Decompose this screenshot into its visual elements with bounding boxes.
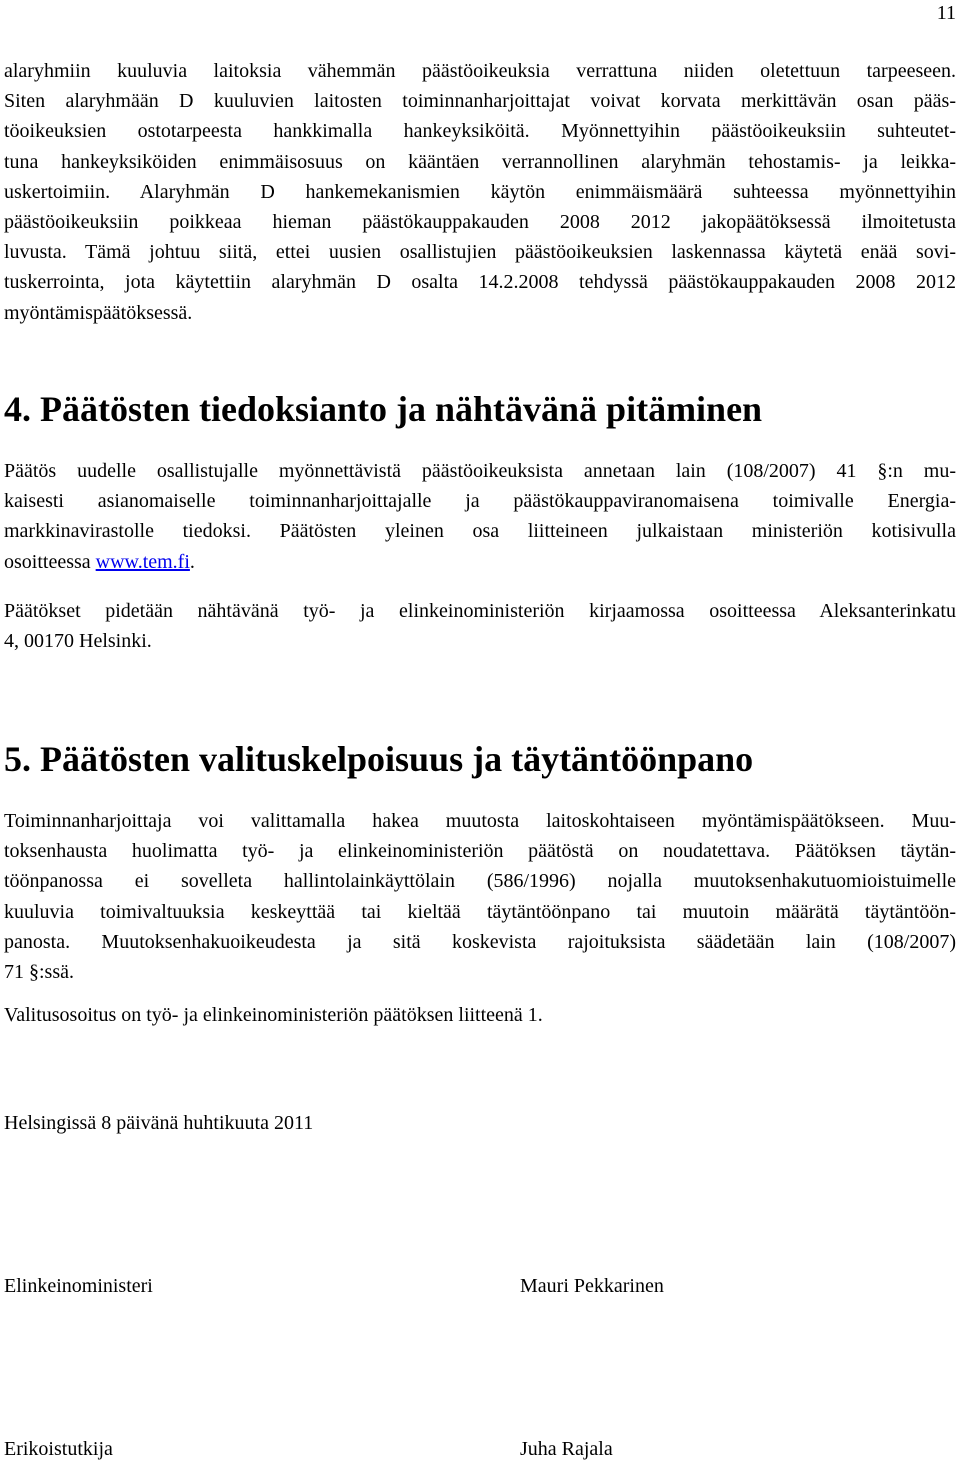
text-line: tuna hankeyksiköiden enimmäisosuus on kääntäen verrannollinen alaryhmän tehostamis- ja leikka-: [4, 150, 956, 173]
section-4-paragraph-2: [4, 596, 956, 656]
text-line: kuuluvia toimivaltuuksia keskeyttää tai kieltää täytäntöönpano tai muutoin määrätä täytäntöön-: [4, 900, 956, 923]
text-line: Toiminnanharjoittaja voi valittamalla hakea muutosta laitoskohtaiseen myöntämispäätökseen. Muu-: [4, 810, 956, 832]
text-line: toksenhausta huolimatta työ- ja elinkeinoministeriön päätöstä on noudatettava. Päätöksen täytän-: [4, 840, 956, 863]
address-suffix: .: [189, 550, 195, 573]
intro-paragraph: [4, 56, 956, 328]
text-line: Siten alaryhmään D kuuluvien laitosten toiminnanharjoittajat voivat korvata merkittävän osan pääs-: [4, 90, 956, 113]
text-line: kaisesti asianomaiselle toiminnanharjoittajalle ja päästökauppaviranomaisena toimivalle Energia-: [4, 490, 956, 513]
page-number: 11: [936, 2, 956, 24]
section-4-paragraph-1: [4, 456, 956, 577]
address-prefix: osoitteessa: [4, 550, 96, 573]
text-line: [4, 547, 956, 577]
place-and-date: [4, 1108, 956, 1138]
text-line: 4, 00170 Helsinki.: [4, 630, 152, 653]
text-line: töoikeuksien ostotarpeesta hankkimalla hankeyksiköitä. Myönnettyihin päästöoikeuksiin suhteutet-: [4, 120, 956, 143]
signatory-name-1: Mauri Pekkarinen: [520, 1275, 664, 1297]
text-line: myöntämispäätöksessä.: [4, 301, 193, 324]
text-line: Päätökset pidetään nähtävänä työ- ja elinkeinoministeriön kirjaamossa osoitteessa Aleksanterinkatu: [4, 600, 956, 622]
signatory-name-2: Juha Rajala: [520, 1438, 613, 1460]
text-line: markkinavirastolle tiedoksi. Päätösten yleinen osa liitteineen julkaistaan ministeriön kotisivulla: [4, 520, 956, 543]
text-line: alaryhmiin kuuluvia laitoksia vähemmän päästöoikeuksia verrattuna niiden oletettuun tarpeeseen.: [4, 60, 956, 82]
text-line: uskertoimiin. Alaryhmän D hankemekanismien käytön enimmäismäärä suhteessa myönnettyihin: [4, 180, 956, 203]
text-line: luvusta. Tämä johtuu siitä, ettei uusien osallistujien päästöoikeuksien laskennassa käytetä enää sovi-: [4, 241, 956, 264]
signatory-title-1: Elinkeinoministeri: [4, 1275, 153, 1297]
text-line: päästöoikeuksiin poikkeaa hieman päästökauppakauden 2008 2012 jakopäätöksessä ilmoitetusta: [4, 211, 956, 234]
text-line: tuskerrointa, jota käytettiin alaryhmän D osalta 14.2.2008 tehdyssä päästökauppakauden 2008 2012: [4, 271, 956, 294]
text-line: 71 §:ssä.: [4, 961, 74, 984]
section-5-heading: 5. Päätösten valituskelpoisuus ja täytäntöönpano: [4, 739, 754, 779]
text-line: Helsingissä 8 päivänä huhtikuuta 2011: [4, 1112, 314, 1134]
section-5-paragraph-2: [4, 1000, 956, 1030]
section-5-paragraph-1: [4, 806, 956, 987]
section-4-heading: 4. Päätösten tiedoksianto ja nähtävänä pitäminen: [4, 389, 763, 429]
text-line: töönpanossa ei sovelleta hallintolainkäyttölain (586/1996) nojalla muutoksenhakutuomioistuimelle: [4, 870, 956, 893]
signatory-title-2: Erikoistutkija: [4, 1438, 113, 1460]
text-line: panosta. Muutoksenhakuoikeudesta ja sitä koskevista rajoituksista säädetään lain (108/2007): [4, 930, 956, 953]
text-line: Päätös uudelle osallistujalle myönnettävistä päästöoikeuksista annetaan lain (108/2007) 41 §:n mu-: [4, 460, 956, 482]
ministry-website-link[interactable]: www.tem.fi: [95, 550, 190, 573]
text-line: Valitusosoitus on työ- ja elinkeinoministeriön päätöksen liitteenä 1.: [4, 1004, 543, 1026]
